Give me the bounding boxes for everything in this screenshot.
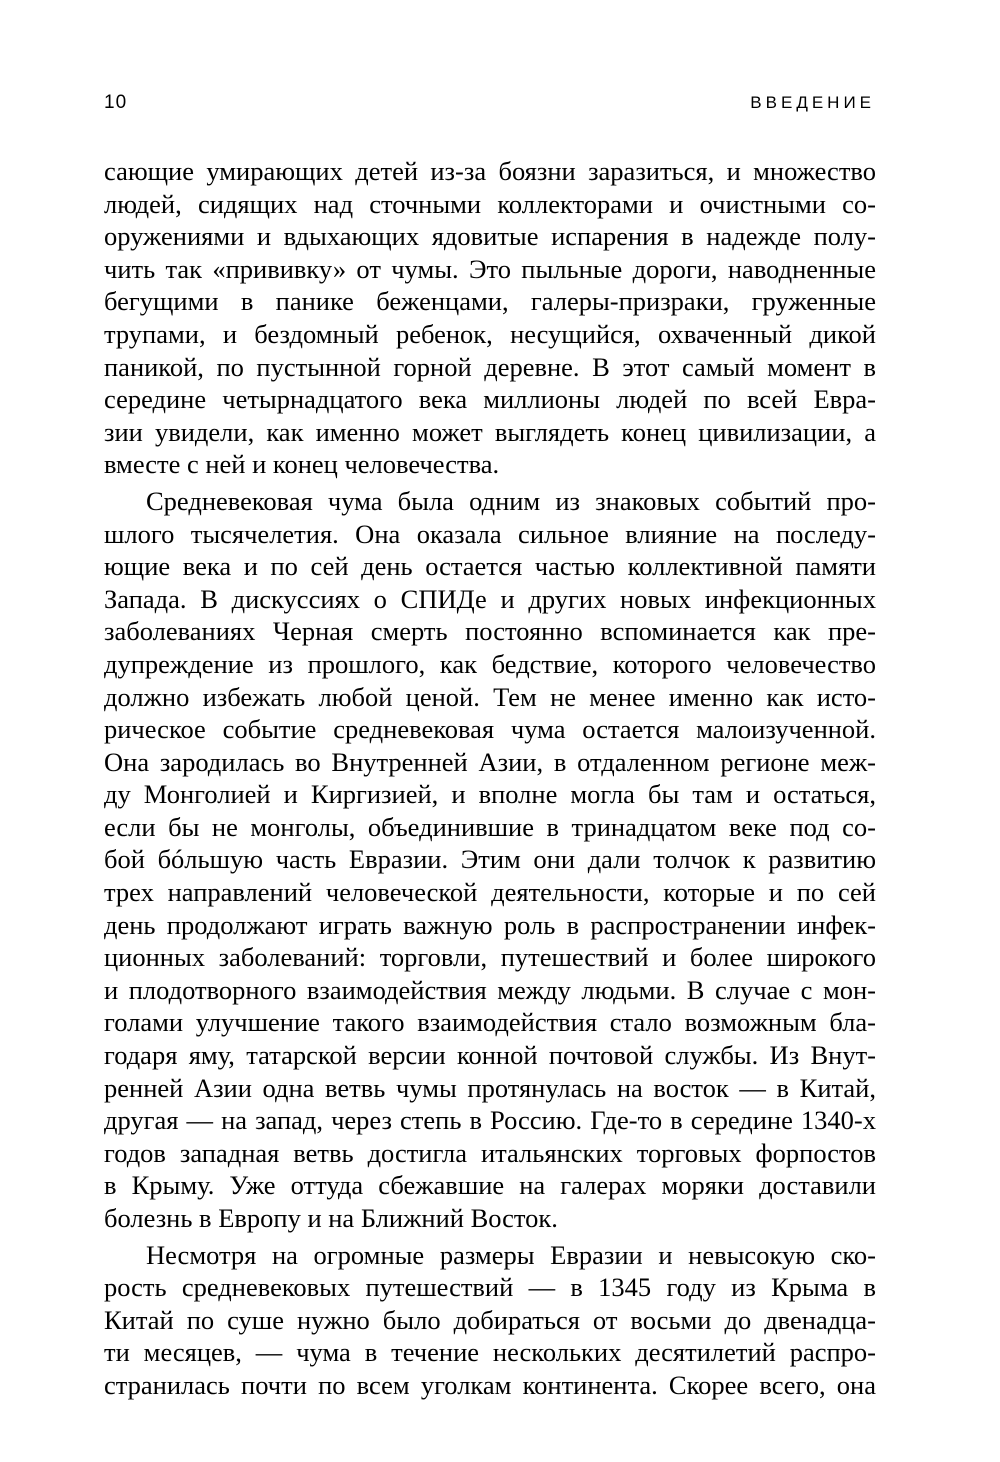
- text-line: сающие умирающих детей из-за боязни заразиться, и множество: [104, 156, 876, 186]
- text-line: людей, сидящих над сточными коллекторами и очистными со-: [104, 188, 876, 219]
- text-line: должно избежать любой ценой. Тем не менее именно как исто-: [104, 681, 876, 712]
- text-line: если бы не монголы, объединившие в тринадцатом веке под со-: [104, 811, 876, 842]
- text-line: зии увидели, как именно может выглядеть конец цивилизации, а: [104, 416, 876, 447]
- paragraph: [104, 485, 876, 1235]
- text-line: ду Монголией и Киргизией, и вполне могла бы там и остаться,: [104, 779, 876, 810]
- text-line: середине четырнадцатого века миллионы людей по всей Евра-: [104, 384, 876, 415]
- text-line: Китай по суше нужно было добираться от восьми до двенадца-: [104, 1304, 876, 1335]
- text-line: болезнь в Европу и на Ближний Восток.: [104, 1203, 558, 1233]
- text-line: дупреждение из прошлого, как бедствие, которого человечество: [104, 648, 876, 679]
- paragraph: [104, 155, 876, 481]
- text-line: вместе с ней и конец человечества.: [104, 449, 500, 480]
- text-line: рость средневековых путешествий — в 1345 году из Крыма в: [104, 1272, 876, 1303]
- text-line: заболеваниях Черная смерть постоянно вспоминается как пре-: [104, 616, 876, 647]
- text-line: Несмотря на огромные размеры Евразии и невысокую ско-: [146, 1239, 876, 1270]
- text-line: Средневековая чума была одним из знаковых событий про-: [146, 485, 876, 516]
- page-number: 10: [104, 92, 128, 113]
- text-line: трупами, и бездомный ребенок, несущийся, охваченный дикой: [104, 318, 876, 349]
- text-line: и плодотворного взаимодействия между людьми. В случае с мон-: [104, 974, 876, 1005]
- text-line: годов западная ветвь достигла итальянских торговых форпостов: [104, 1137, 876, 1168]
- text-line: рическое событие средневековая чума остается малоизученной.: [104, 714, 876, 745]
- text-line: ренней Азии одна ветвь чумы протянулась на восток — в Китай,: [104, 1072, 876, 1103]
- text-line: Запада. В дискуссиях о СПИДе и других новых инфекционных: [104, 583, 876, 614]
- text-line: в Крыму. Уже оттуда сбежавшие на галерах моряки доставили: [104, 1170, 876, 1201]
- text-line: голами улучшение такого взаимодействия стало возможным бла-: [104, 1007, 876, 1038]
- paragraph: [104, 1239, 876, 1402]
- body-text: [104, 155, 876, 1402]
- text-line: годаря яму, татарской версии конной почтовой службы. Из Внут-: [104, 1040, 876, 1071]
- text-line: оружениями и вдыхающих ядовитые испарения в надежде полу-: [104, 221, 876, 252]
- text-line: бой бóльшую часть Евразии. Этим они дали толчок к развитию: [104, 844, 876, 875]
- text-line: Она зародилась во Внутренней Азии, в отдаленном регионе меж-: [104, 746, 876, 777]
- text-line: ти месяцев, — чума в течение нескольких десятилетий распро-: [104, 1337, 876, 1368]
- text-line: паникой, по пустынной горной деревне. В этот самый момент в: [104, 351, 876, 382]
- text-line: бегущими в панике беженцами, галеры-призраки, груженные: [104, 286, 876, 317]
- text-line: ционных заболеваний: торговли, путешествий и более широкого: [104, 942, 876, 973]
- running-head: ВВЕДЕНИЕ: [750, 93, 875, 112]
- text-line: другая — на запад, через степь в Россию. Где-то в середине 1340-х: [104, 1105, 876, 1136]
- text-line: шлого тысячелетия. Она оказала сильное влияние на последу-: [104, 518, 876, 549]
- text-line: день продолжают играть важную роль в распространении инфек-: [104, 909, 876, 940]
- text-line: странилась почти по всем уголкам континента. Скорее всего, она: [104, 1369, 876, 1400]
- text-line: ющие века и по сей день остается частью коллективной памяти: [104, 551, 876, 582]
- text-line: чить так «прививку» от чумы. Это пыльные дороги, наводненные: [104, 253, 876, 284]
- text-line: трех направлений человеческой деятельности, которые и по сей: [104, 877, 876, 908]
